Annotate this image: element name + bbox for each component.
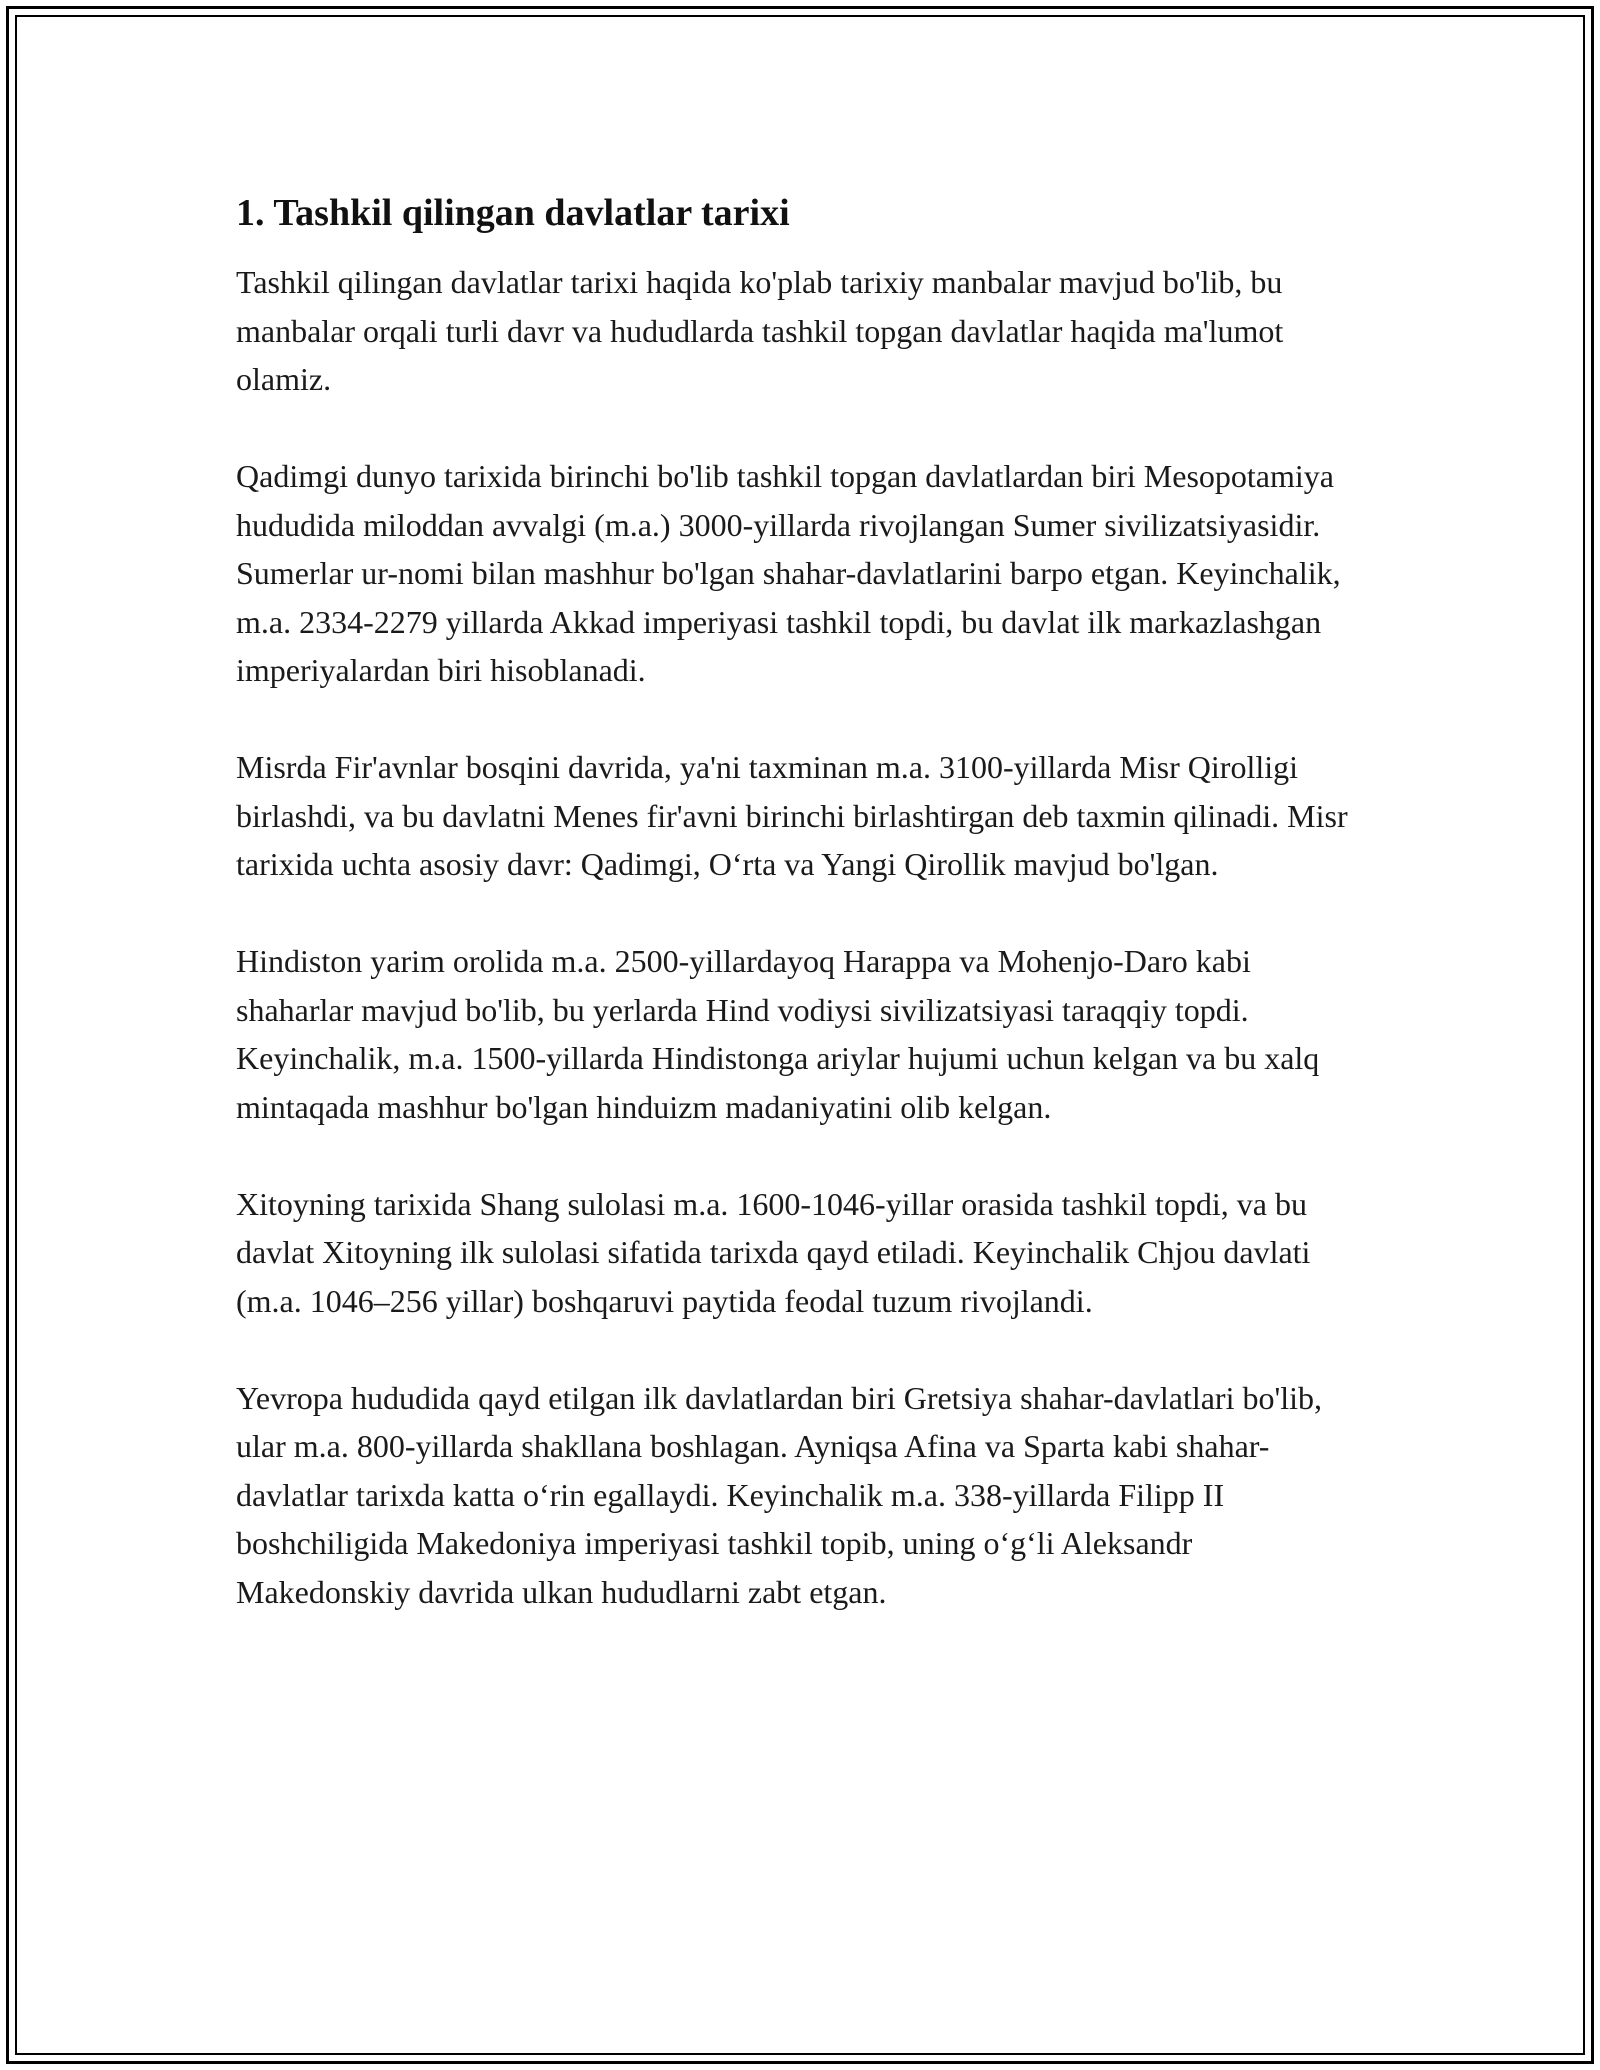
section-heading: 1. Tashkil qilingan davlatlar tarixi: [236, 192, 790, 234]
paragraph-europe: Yevropa hududida qayd etilgan ilk davlatlardan biri Gretsiya shahar-davlatlari bo'lib, ular m.a. 800-yillarda shakllana boshlagan. Ayniqsa Afina va Sparta kabi shahar-davlatlar tarixda katta o‘rin egallaydi. Keyinchalik m.a. 338-yillarda Filipp II boshchiligida Makedoniya imperiyasi tashkil topib, uning o‘g‘li Aleksandr Makedonskiy davrida ulkan hududlarni zabt etgan.: [236, 1379, 1323, 1610]
paragraph-egypt: Misrda Fir'avnlar bosqini davrida, ya'ni taxminan m.a. 3100-yillarda Misr Qirolligi birlashdi, va bu davlatni Menes fir'avni birinchi birlashtirgan deb taxmin qilinadi. Misr tarixida uchta asosiy davr: Qadimgi, O‘rta va Yangi Qirollik mavjud bo'lgan.: [236, 749, 1348, 882]
paragraph-india: Hindiston yarim orolida m.a. 2500-yillardayoq Harappa va Mohenjo-Daro kabi shaharlar mavjud bo'lib, bu yerlarda Hind vodiysi sivilizatsiyasi taraqqiy topdi. Keyinchalik, m.a. 1500-yillarda Hindistonga ariylar hujumi uchun kelgan va bu xalq mintaqada mashhur bo'lgan hinduizm madaniyatini olib kelgan.: [236, 943, 1320, 1125]
paragraph-mesopotamia: Qadimgi dunyo tarixida birinchi bo'lib tashkil topgan davlatlardan biri Mesopotamiya hududida miloddan avvalgi (m.a.) 3000-yillarda rivojlangan Sumer sivilizatsiyasidir. Sumerlar ur-nomi bilan mashhur bo'lgan shahar-davlatlarini barpo etgan. Keyinchalik, m.a. 2334-2279 yillarda Akkad imperiyasi tashkil topdi, bu davlat ilk markazlashgan imperiyalardan biri hisoblanadi.: [236, 458, 1341, 688]
paragraph-intro: Tashkil qilingan davlatlar tarixi haqida ko'plab tarixiy manbalar mavjud bo'lib, bu manbalar orqali turli davr va hududlarda tashkil topgan davlatlar haqida ma'lumot olamiz.: [236, 264, 1284, 397]
paragraph-china: Xitoyning tarixida Shang sulolasi m.a. 1600-1046-yillar orasida tashkil topdi, va bu davlat Xitoyning ilk sulolasi sifatida tarixda qayd etiladi. Keyinchalik Chjou davlati (m.a. 1046–256 yillar) boshqaruvi paytida feodal tuzum rivojlandi.: [236, 1185, 1311, 1319]
document-content: [236, 188, 1366, 1665]
